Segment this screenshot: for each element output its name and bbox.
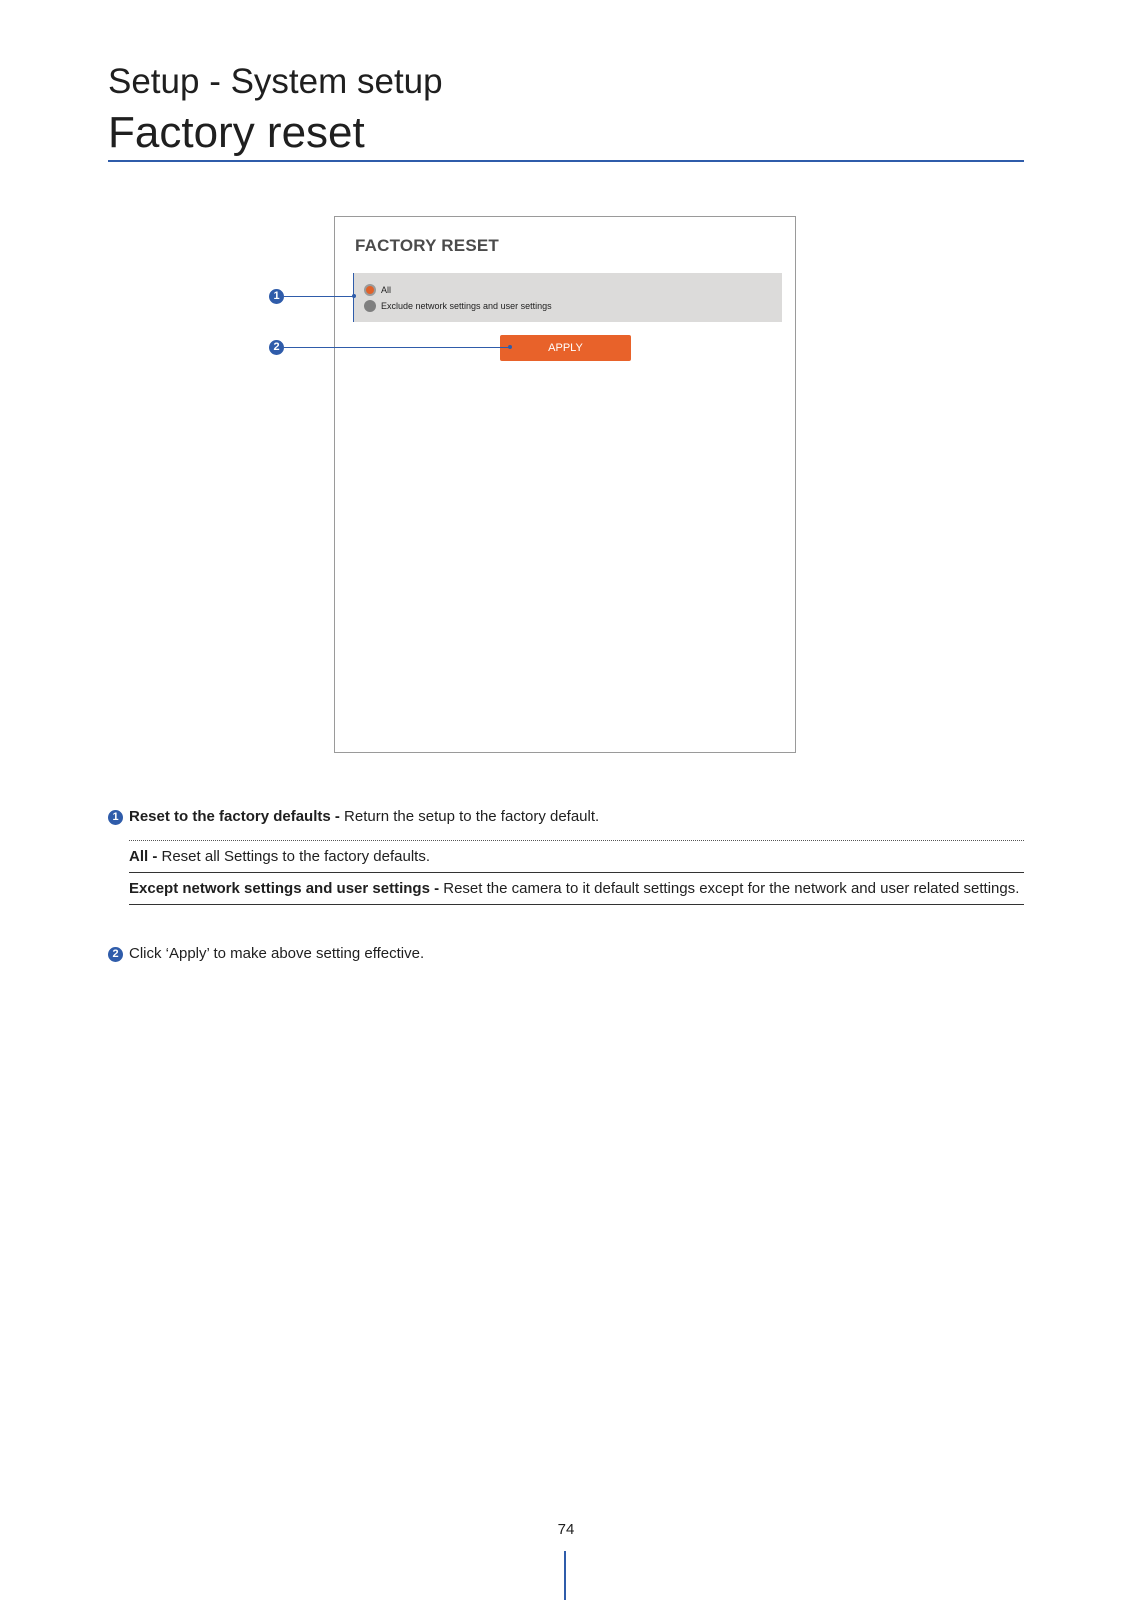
description-2-badge: 2 [108, 947, 123, 962]
callout-1-badge: 1 [269, 289, 284, 304]
description-except [129, 879, 1019, 899]
description-1 [129, 807, 599, 827]
table-bottom-divider [129, 904, 1024, 905]
page-title: Factory reset [108, 108, 365, 157]
callout-1-dot [352, 294, 356, 298]
apply-button[interactable]: APPLY [500, 335, 631, 361]
title-divider [108, 160, 1024, 162]
option-exclude-label: Exclude network settings and user settings [381, 301, 552, 311]
description-all [129, 847, 430, 867]
section-subtitle: Setup - System setup [108, 62, 443, 101]
description-except-term: Except network settings and user settings - [129, 880, 440, 897]
page-marker-bar [564, 1551, 566, 1600]
description-1-term: Reset to the factory defaults - [129, 808, 340, 825]
option-all[interactable] [364, 283, 391, 297]
callout-2-badge: 2 [269, 340, 284, 355]
page-number: 74 [557, 1521, 575, 1538]
description-except-text: Reset the camera to it default settings except for the network and user related settings. [439, 880, 1020, 897]
table-divider [129, 872, 1024, 873]
description-all-term: All - [129, 848, 158, 865]
reset-options-panel [353, 273, 782, 322]
description-1-badge: 1 [108, 810, 123, 825]
description-2: Click ‘Apply’ to make above setting effective. [129, 945, 425, 962]
option-all-label: All [381, 285, 392, 295]
callout-2-dot [508, 345, 512, 349]
callout-1-leader-line [284, 296, 354, 297]
radio-unselected-icon[interactable] [364, 300, 376, 312]
radio-selected-icon[interactable] [364, 284, 376, 296]
option-exclude-network-user[interactable] [364, 299, 552, 313]
factory-reset-heading: FACTORY RESET [355, 236, 499, 255]
description-all-text: Reset all Settings to the factory defaults. [157, 848, 430, 865]
callout-2-leader-line [284, 347, 510, 348]
description-1-text: Return the setup to the factory default. [339, 808, 600, 825]
factory-reset-screenshot [334, 216, 796, 753]
dotted-divider [129, 840, 1024, 841]
